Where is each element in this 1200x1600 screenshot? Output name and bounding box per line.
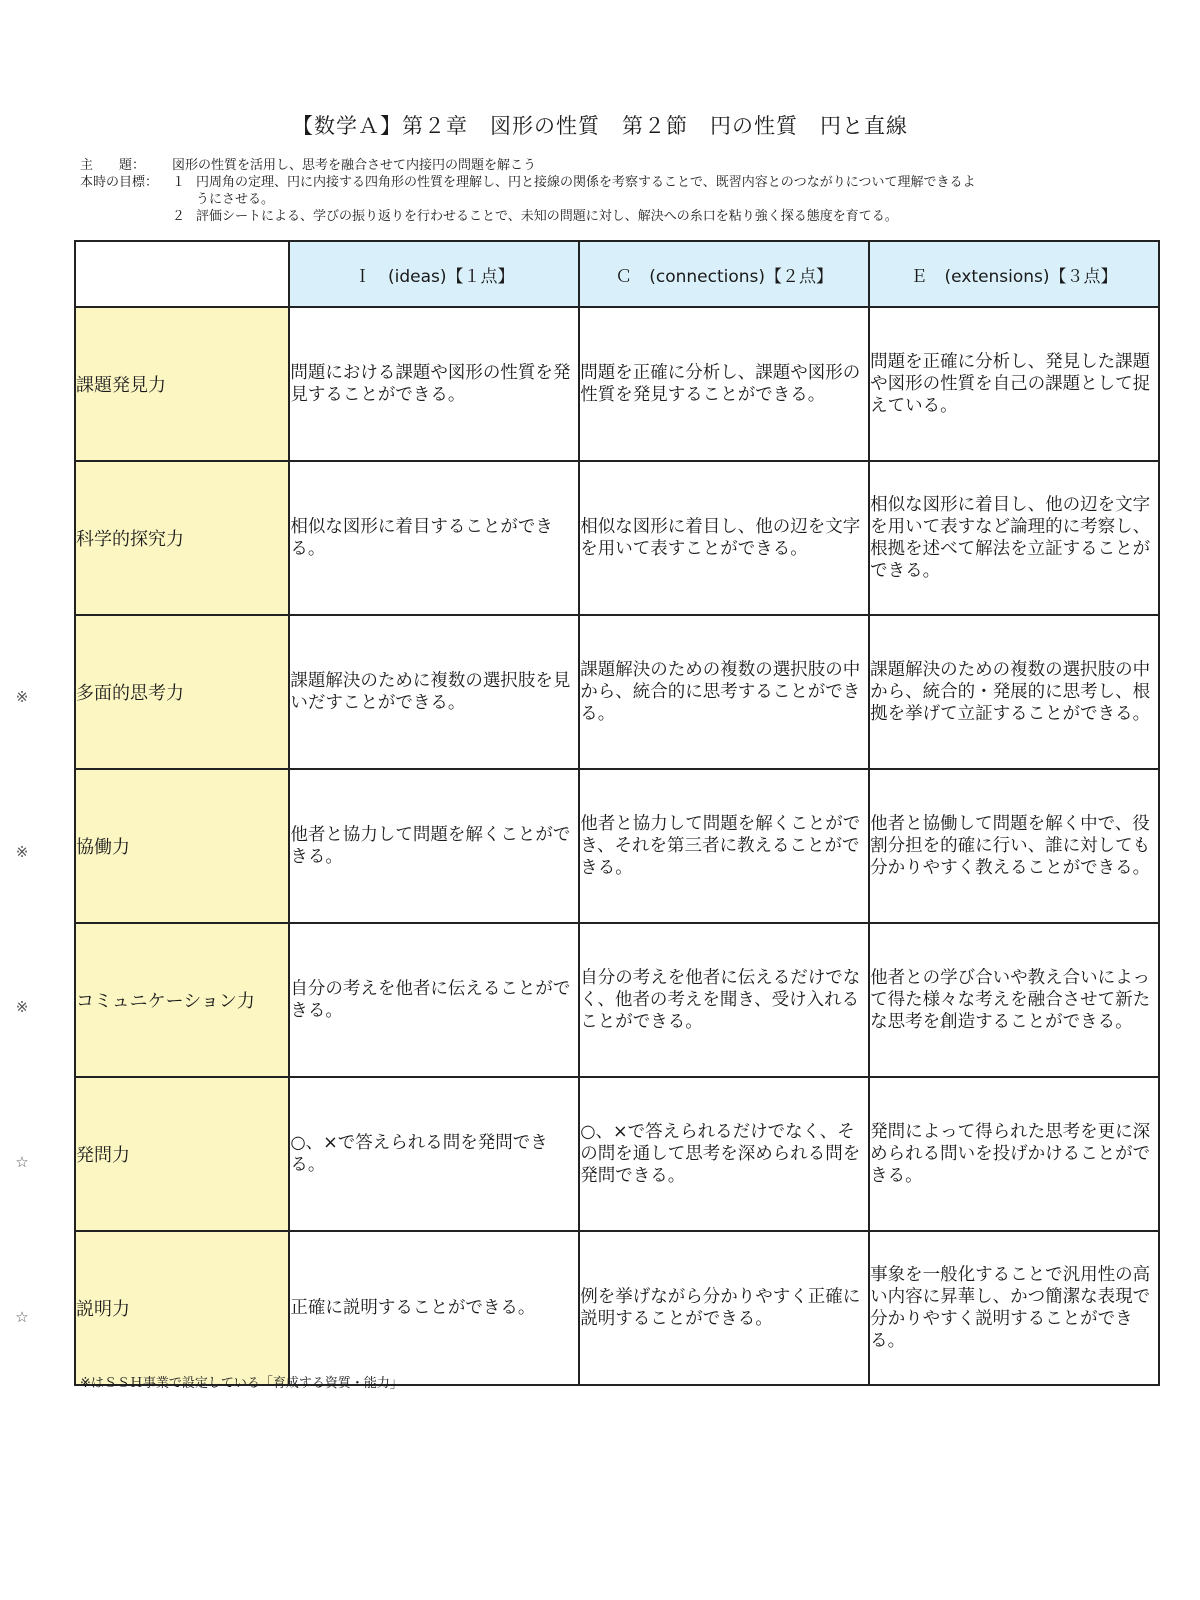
- goals-label: 本時の目標：: [80, 175, 159, 190]
- goal-number: １: [172, 175, 186, 190]
- theme-label: 主 題：: [80, 158, 146, 173]
- connections-cell: 相似な図形に着目し、他の辺を文字を用いて表すことができる。: [579, 461, 869, 615]
- lesson-info: [80, 157, 1140, 225]
- goal-number: ２: [172, 209, 186, 224]
- extensions-cell: 相似な図形に着目し、他の辺を文字を用いて表すなど論理的に考察し、根拠を述べて解法を立証することができる。: [869, 461, 1159, 615]
- extensions-cell: 他者と協働して問題を解く中で、役割分担を的確に行い、誰に対しても分かりやすく教えることができる。: [869, 769, 1159, 923]
- header-corner: [75, 241, 289, 307]
- table-row: [75, 461, 1159, 615]
- goal-text-continued: うにさせる。: [196, 192, 275, 207]
- connections-cell: 例を挙げながら分かりやすく正確に説明することができる。: [579, 1231, 869, 1385]
- connections-cell: 他者と協力して問題を解くことができ、それを第三者に教えることができる。: [579, 769, 869, 923]
- ideas-cell: ○、×で答えられる問を発問できる。: [289, 1077, 579, 1231]
- theme-text: 図形の性質を活用し、思考を融合させて内接円の問題を解こう: [172, 158, 537, 173]
- footnote: ※はＳＳＨ事業で設定している「育成する資質・能力」: [80, 1376, 403, 1391]
- table-row: [75, 307, 1159, 461]
- connections-cell: 課題解決のための複数の選択肢の中から、統合的に思考することができる。: [579, 615, 869, 769]
- extensions-cell: 問題を正確に分析し、発見した課題や図形の性質を自己の課題として捉えている。: [869, 307, 1159, 461]
- goal-row-1: [80, 174, 1140, 191]
- category-cell: 発問力: [75, 1077, 289, 1231]
- page-title: 【数学Ａ】第２章 図形の性質 第２節 円の性質 円と直線: [292, 114, 908, 138]
- extensions-cell: 事象を一般化することで汎用性の高い内容に昇華し、かつ簡潔な表現で分かりやすく説明することができる。: [869, 1231, 1159, 1385]
- extensions-cell: 他者との学び合いや教え合いによって得た様々な考えを融合させて新たな思考を創造することができる。: [869, 923, 1159, 1077]
- ideas-cell: 相似な図形に着目することができる。: [289, 461, 579, 615]
- category-cell: コミュニケーション力: [75, 923, 289, 1077]
- theme-row: [80, 157, 1140, 174]
- ssh-mark: ※: [15, 843, 29, 861]
- category-cell: 協働力: [75, 769, 289, 923]
- table-row: [75, 923, 1159, 1077]
- table-row: [75, 769, 1159, 923]
- category-cell: 多面的思考力: [75, 615, 289, 769]
- ssh-mark: ※: [15, 998, 29, 1016]
- extensions-cell: 課題解決のための複数の選択肢の中から、統合的・発展的に思考し、根拠を挙げて立証することができる。: [869, 615, 1159, 769]
- goal-row-1-cont: [80, 191, 1140, 208]
- star-mark: ☆: [15, 1308, 29, 1326]
- ideas-cell: 問題における課題や図形の性質を発見することができる。: [289, 307, 579, 461]
- ideas-cell: 正確に説明することができる。: [289, 1231, 579, 1385]
- table-row: [75, 1077, 1159, 1231]
- connections-cell: 自分の考えを他者に伝えるだけでなく、他者の考えを聞き、受け入れることができる。: [579, 923, 869, 1077]
- star-mark: ☆: [15, 1153, 29, 1171]
- goal-row-2: [80, 208, 1140, 225]
- category-cell: 科学的探究力: [75, 461, 289, 615]
- connections-cell: 問題を正確に分析し、課題や図形の性質を発見することができる。: [579, 307, 869, 461]
- ssh-mark: ※: [15, 688, 29, 706]
- ideas-cell: 自分の考えを他者に伝えることができる。: [289, 923, 579, 1077]
- ideas-cell: 課題解決のために複数の選択肢を見いだすことができる。: [289, 615, 579, 769]
- table-row: [75, 1231, 1159, 1385]
- extensions-cell: 発問によって得られた思考を更に深められる問いを投げかけることができる。: [869, 1077, 1159, 1231]
- header-row: [75, 241, 1159, 307]
- header-ideas: Ｉ (ideas)【１点】: [289, 241, 579, 307]
- category-cell: 課題発見力: [75, 307, 289, 461]
- header-extensions: Ｅ (extensions)【３点】: [869, 241, 1159, 307]
- goal-text: 評価シートによる、学びの振り返りを行わせることで、未知の問題に対し、解決への糸口を粘り強く探る態度を育てる。: [196, 209, 898, 224]
- table-row: [75, 615, 1159, 769]
- header-connections: Ｃ (connections)【２点】: [579, 241, 869, 307]
- ideas-cell: 他者と協力して問題を解くことができる。: [289, 769, 579, 923]
- category-cell: 説明力: [75, 1231, 289, 1385]
- evaluation-rubric-table: [74, 240, 1160, 1386]
- connections-cell: ○、×で答えられるだけでなく、その問を通して思考を深められる問を発問できる。: [579, 1077, 869, 1231]
- goal-text: 円周角の定理、円に内接する四角形の性質を理解し、円と接線の関係を考察することで、既習内容とのつながりについて理解できるよ: [196, 175, 976, 190]
